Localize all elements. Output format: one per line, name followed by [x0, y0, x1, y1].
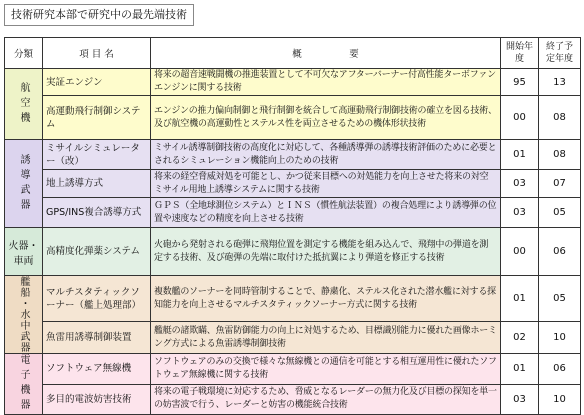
header-end-year: 終了予定年度	[539, 38, 581, 69]
summary-text: ミサイル誘導制御技術の高度化に対応して、各種誘導弾の誘導技術評価のために必要とされるシミュレーション機能向上のための技術	[151, 140, 501, 170]
end-year: 08	[539, 140, 581, 170]
table-row	[5, 354, 581, 385]
table-row	[5, 96, 581, 140]
item-name: 魚雷用誘導制御装置	[43, 322, 151, 354]
category-cell: 火器・車両	[5, 228, 43, 276]
table-row	[5, 140, 581, 170]
category-cell: 電子機器	[5, 354, 43, 415]
start-year: 01	[501, 354, 539, 385]
start-year: 95	[501, 69, 539, 96]
end-year: 13	[539, 69, 581, 96]
end-year: 05	[539, 198, 581, 228]
table-row	[5, 276, 581, 322]
end-year: 08	[539, 96, 581, 140]
start-year: 01	[501, 276, 539, 322]
header-start-year: 開始年度	[501, 38, 539, 69]
start-year: 03	[501, 170, 539, 198]
item-name: 地上誘導方式	[43, 170, 151, 198]
summary-text: 艦艇の諸欺瞞、魚雷防御能力の向上に対処するため、目標識別能力に優れた画像ホーミング方式による魚雷誘導制御技術	[151, 322, 501, 354]
page-title: 技術研究本部で研究中の最先端技術	[4, 4, 194, 26]
item-name: 高運動飛行制御システム	[43, 96, 151, 140]
summary-text: ソフトウェアのみの交換で様々な無線機との通信を可能とする相互運用性に優れたソフトウェア無線機に関する技術	[151, 354, 501, 385]
table-row	[5, 69, 581, 96]
item-name: マルチスタティックソーナー（艦上処理部）	[43, 276, 151, 322]
end-year: 07	[539, 170, 581, 198]
start-year: 02	[501, 322, 539, 354]
summary-text: 将来の電子戦環境に対応するため、脅威となるレーダーの無力化及び目標の探知を単一の妨害波で行う、レーダーと妨害の機能統合技術	[151, 384, 501, 415]
item-name: 高精度化弾薬システム	[43, 228, 151, 276]
end-year: 06	[539, 354, 581, 385]
table-row	[5, 322, 581, 354]
research-table	[4, 37, 581, 415]
header-summary: 概 要	[151, 38, 501, 69]
end-year: 06	[539, 228, 581, 276]
item-name: ソフトウェア無線機	[43, 354, 151, 385]
item-name: GPS/INS複合誘導方式	[43, 198, 151, 228]
category-cell: 誘導武器	[5, 140, 43, 228]
summary-text: 将来の経空脅威対処を可能とし、かつ従来目標への対処能力を向上させた将来の対空ミサイル用地上誘導システムに関する技術	[151, 170, 501, 198]
table-row	[5, 198, 581, 228]
table-row	[5, 228, 581, 276]
summary-text: 火砲から発射される砲弾に飛翔位置を測定する機能を組み込んで、飛翔中の弾道を測定する技術、及び砲弾の先端に取付けた抵抗翼により弾道を修正する技術	[151, 228, 501, 276]
header-item: 項 目 名	[43, 38, 151, 69]
table-row	[5, 384, 581, 415]
end-year: 10	[539, 322, 581, 354]
summary-text: 複数艦のソーナーを同時管制することで、静粛化、ステルス化された潜水艦に対する探知能力を向上させるマルチスタティックソーナー方式に関する技術	[151, 276, 501, 322]
start-year: 01	[501, 140, 539, 170]
summary-text: エンジンの推力偏向制御と飛行制御を統合して高運動飛行制御技術の確立を図る技術、及び航空機の高運動性とステルス性を両立させるための機体形状技術	[151, 96, 501, 140]
category-cell: 艦船・水中武器	[5, 276, 43, 354]
start-year: 00	[501, 228, 539, 276]
end-year: 05	[539, 276, 581, 322]
end-year: 10	[539, 384, 581, 415]
summary-text: 将来の超音速戦闘機の推進装置として不可欠なアフターバーナー付高性能ターボファンエンジンに関する技術	[151, 69, 501, 96]
header-row	[5, 38, 581, 69]
summary-text: ＧＰＳ（全地球測位システム）とＩＮＳ（慣性航法装置）の複合処理により誘導弾の位置や速度などの精度を向上させる技術	[151, 198, 501, 228]
item-name: 実証エンジン	[43, 69, 151, 96]
start-year: 03	[501, 384, 539, 415]
item-name: 多目的電波妨害技術	[43, 384, 151, 415]
start-year: 03	[501, 198, 539, 228]
header-category: 分類	[5, 38, 43, 69]
table-row	[5, 170, 581, 198]
start-year: 00	[501, 96, 539, 140]
item-name: ミサイルシミュレーター（改）	[43, 140, 151, 170]
category-cell: 航空機	[5, 69, 43, 140]
